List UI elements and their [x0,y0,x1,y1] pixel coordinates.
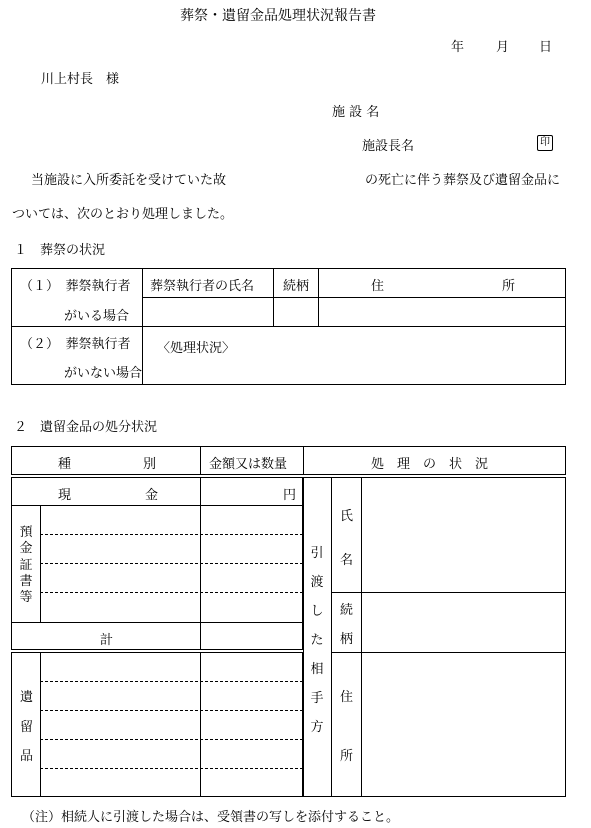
recipient-name-bottom [331,592,566,593]
header-type-a: 種 [58,457,72,472]
deposit-dash-2 [40,563,303,564]
recipient-relation-b: 柄 [340,632,354,647]
items-label-divider [40,652,41,797]
header-amount: 金額又は数量 [209,457,288,472]
cash-label-a: 現 [58,488,72,503]
funeral-header-divider [142,297,566,298]
header-address-a: 住 [371,279,385,294]
funeral-row1-label-b: がいる場合 [64,309,130,324]
funeral-col-divider-3 [318,268,319,326]
header-type-b: 別 [143,457,157,472]
recipient-divider-1 [331,477,332,797]
recipient-name-a: 氏 [340,509,354,524]
recipient-name-b: 名 [340,553,354,568]
section2-heading: ２ 遺留金品の処分状況 [14,420,158,435]
deposit-dash-3 [40,592,303,593]
deposit-bottom [11,622,303,623]
recipient-relation-bottom [331,652,566,653]
items-dash-1 [40,681,303,682]
body-line2: ついては、次のとおり処理しました。 [12,207,234,222]
amount-col-divider-2 [200,652,201,797]
funeral-row2-label-a: （２） 葬祭執行者 [20,337,131,352]
header-processing: 処 理 の 状 況 [371,457,489,472]
seal-mark: 印 [537,135,553,151]
facility-name-label: 施 設 名 [332,105,380,120]
header-address-b: 所 [502,279,516,294]
items-label-b: 留 [20,720,34,735]
header-executor-name: 葬祭執行者の氏名 [150,279,255,294]
estate-header-div2 [303,446,304,475]
date-month: 月 [496,40,510,55]
items-dash-3 [40,739,303,740]
section1-heading: １ 葬祭の状況 [14,243,106,258]
items-label-a: 遺 [20,690,34,705]
deposit-vertical-label: 預金証書等 [19,525,33,605]
total-label: 計 [100,633,114,648]
yen-unit: 円 [283,488,297,503]
items-label-c: 品 [20,749,34,764]
recipient-relation-a: 続 [340,603,354,618]
recipient-address-a: 住 [340,690,354,705]
addressee: 川上村長 様 [41,72,120,87]
cash-row-bottom [11,505,303,506]
recipient-address-b: 所 [340,749,354,764]
funeral-col-divider-2 [273,268,274,326]
date-year: 年 [451,40,465,55]
recipient-vertical-label: 引渡した相手方 [310,546,324,735]
header-relation: 続柄 [283,279,310,294]
deposit-dash-1 [40,534,303,535]
estate-header-div1 [200,446,201,475]
processing-status-note: 〈処理状況〉 [157,341,236,356]
items-block [11,652,303,797]
items-dash-2 [40,710,303,711]
document-title: 葬祭・遺留金品処理状況報告書 [180,8,376,24]
funeral-row-divider [11,326,566,327]
director-name-label: 施設長名 [362,139,415,154]
recipient-divider-2 [361,477,362,797]
footnote: （注）相続人に引渡した場合は、受領書の写しを添付すること。 [22,810,400,825]
body-line1-part1: 当施設に入所委託を受けていた故 [31,173,227,188]
cash-label-b: 金 [145,488,159,503]
funeral-row2-label-b: がいない場合 [64,366,143,381]
date-day: 日 [539,40,553,55]
body-line1-part2: の死亡に伴う葬祭及び遺留金品に [365,173,561,188]
items-dash-4 [40,768,303,769]
funeral-row1-label-a: （１） 葬祭執行者 [20,279,131,294]
